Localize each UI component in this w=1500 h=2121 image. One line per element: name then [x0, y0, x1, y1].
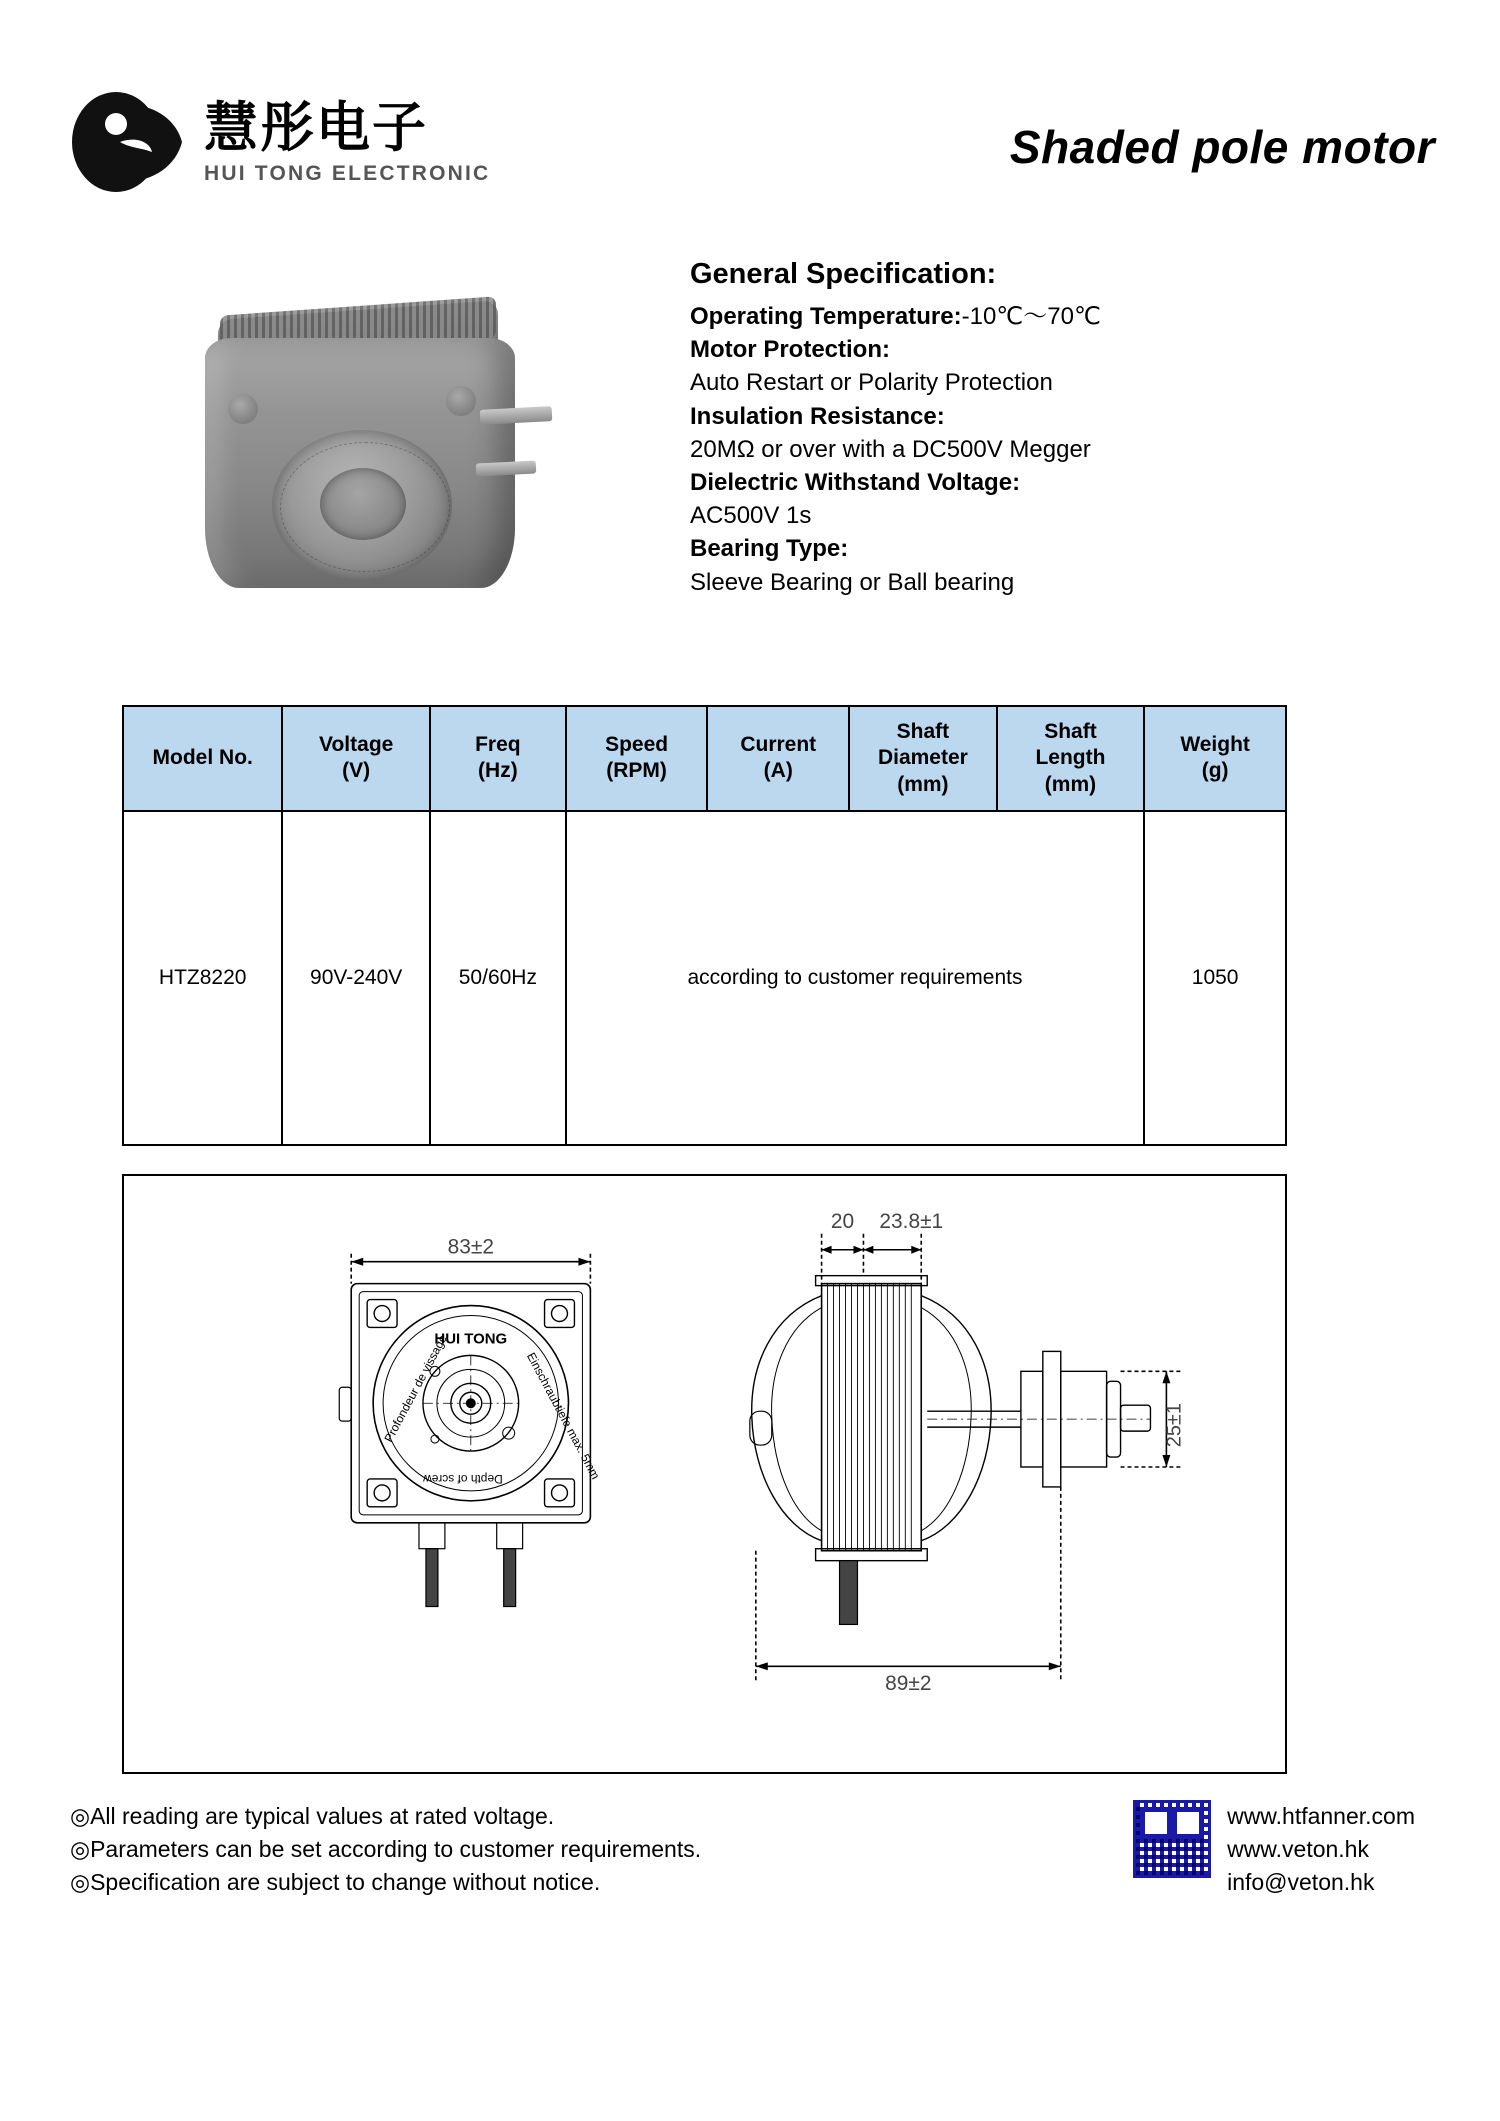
dim-total-length: 89±2: [885, 1671, 932, 1695]
general-spec-heading: General Specification:: [690, 258, 997, 290]
dim-front-width: 83±2: [447, 1235, 494, 1259]
footer-note-1: ◎All reading are typical values at rated voltage.: [70, 1802, 555, 1829]
contact-lines: [1227, 1800, 1415, 1900]
drawing-svg: [124, 1176, 1285, 1774]
cell-model: HTZ8220: [123, 811, 282, 1145]
footer-note-3: ◎Specification are subject to change without notice.: [70, 1869, 601, 1896]
footer-notes: [70, 1800, 701, 1900]
motor-mount-right: [446, 386, 476, 416]
qr-code-icon: [1133, 1800, 1211, 1878]
column-header-speed: Speed (RPM): [566, 706, 708, 811]
table-header-row: [123, 706, 1286, 811]
dimensional-drawing: [122, 1174, 1287, 1774]
motor-photo: [180, 290, 580, 620]
motor-mount-left: [228, 394, 258, 424]
dim-side-a: 20: [830, 1209, 855, 1233]
face-text-bottom: Depth of screw: [423, 1471, 503, 1486]
spec-motor-protection-label: Motor Protection:: [690, 336, 890, 364]
spec-value-motor-protection: Auto Restart or Polarity Protection: [690, 369, 1053, 397]
upper-section: [70, 230, 1445, 670]
contact-website-1[interactable]: www.htfanner.com: [1227, 1802, 1415, 1829]
spec-label-dielectric-voltage: [690, 467, 1310, 498]
motor-shaft-lower: [476, 460, 537, 476]
contact-website-2[interactable]: www.veton.hk: [1227, 1836, 1369, 1863]
logo-english-name: HUI TONG ELECTRONIC: [204, 161, 491, 185]
logo-text: [204, 95, 491, 185]
page-title: Shaded pole motor: [1009, 121, 1435, 173]
cell-voltage: 90V-240V: [282, 811, 430, 1145]
dim-side-b: 23.8±1: [879, 1209, 944, 1233]
product-photo-container: [70, 230, 690, 620]
contact-block: [1133, 1800, 1445, 1900]
cell-freq: 50/60Hz: [430, 811, 566, 1145]
spec-value-dielectric-voltage: AC500V 1s: [690, 502, 812, 530]
column-header-shaft-length: Shaft Length (mm): [997, 706, 1145, 811]
company-logo: [70, 70, 490, 194]
motor-face-engraving: [280, 442, 450, 572]
table-row: [123, 811, 1286, 1145]
column-header-freq: Freq (Hz): [430, 706, 566, 811]
contact-email[interactable]: info@veton.hk: [1227, 1869, 1375, 1896]
column-header-shaft-diameter: Shaft Diameter (mm): [849, 706, 997, 811]
column-header-weight: Weight (g): [1144, 706, 1286, 811]
face-text-left: Profondeur de vissage: [381, 1332, 450, 1445]
page-footer: [70, 1800, 1445, 1900]
footer-note-2: ◎Parameters can be set according to customer requirements.: [70, 1836, 702, 1863]
motor-shaft-upper: [480, 406, 553, 425]
column-header-voltage: Voltage (V): [282, 706, 430, 811]
logo-chinese-name: 慧彤电子: [204, 95, 428, 159]
cell-weight: 1050: [1144, 811, 1286, 1145]
face-brand-text: HUI TONG: [434, 1330, 508, 1348]
specification-table: [122, 705, 1287, 1146]
column-header-model: Model No.: [123, 706, 282, 811]
page-header: [70, 70, 1445, 220]
spec-insulation-resistance-label: Insulation Resistance:: [690, 402, 945, 430]
spec-value-insulation-resistance: 20MΩ or over with a DC500V Megger: [690, 435, 1091, 463]
spec-operating-temperature: [690, 301, 1310, 332]
dim-shaft-height: 25±1: [1163, 1402, 1186, 1447]
general-specification: [690, 230, 1310, 600]
face-text-right: Einschraubtiefe max. 5mm: [523, 1349, 603, 1482]
spec-label-bearing-type: [690, 533, 1310, 564]
spec-label-operating-temperature: Operating Temperature:: [690, 303, 962, 330]
logo-mark-icon: [70, 90, 190, 194]
spec-bearing-type-label: Bearing Type:: [690, 535, 849, 563]
spec-value-bearing-type: Sleeve Bearing or Ball bearing: [690, 568, 1015, 596]
spec-dielectric-voltage-label: Dielectric Withstand Voltage:: [690, 468, 1021, 496]
spec-value-operating-temperature: -10℃～70℃: [961, 303, 1101, 330]
column-header-current: Current (A): [707, 706, 849, 811]
spec-label-insulation-resistance: [690, 401, 1310, 432]
spec-label-motor-protection: [690, 334, 1310, 365]
cell-customer-requirements: according to customer requirements: [566, 811, 1145, 1145]
